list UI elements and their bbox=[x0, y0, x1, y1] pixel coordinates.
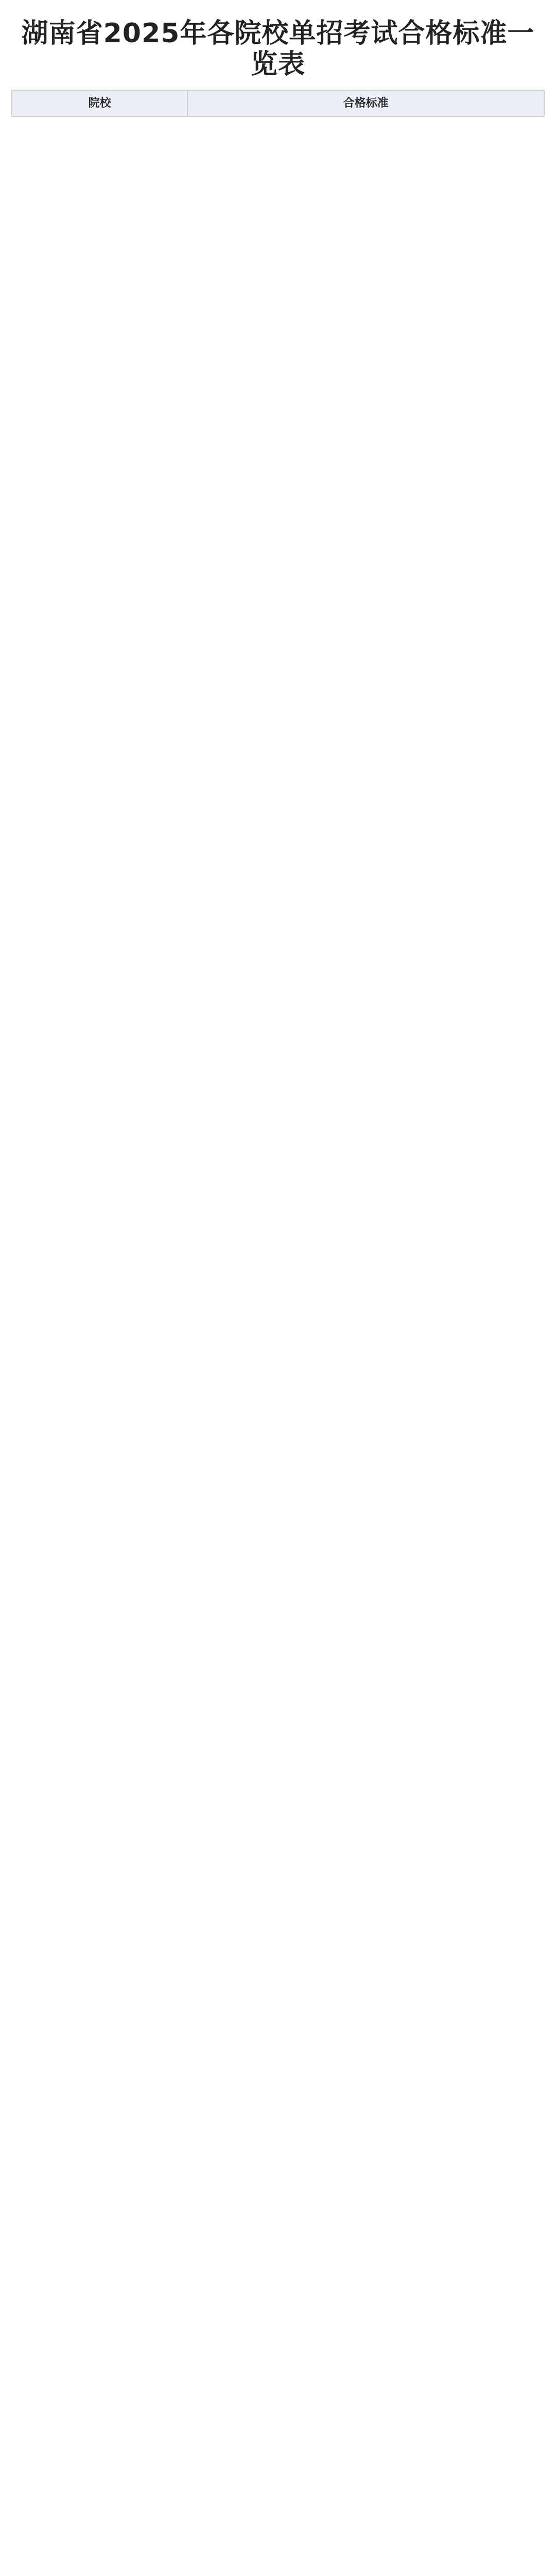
page-title: 湖南省2025年各院校单招考试合格标准一览表 bbox=[21, 18, 535, 80]
table-header-row bbox=[12, 90, 544, 117]
page bbox=[0, 0, 556, 138]
table-header-standard: 合格标准 bbox=[187, 90, 544, 117]
table-header-school: 院校 bbox=[12, 90, 187, 117]
standards-table bbox=[11, 90, 545, 117]
